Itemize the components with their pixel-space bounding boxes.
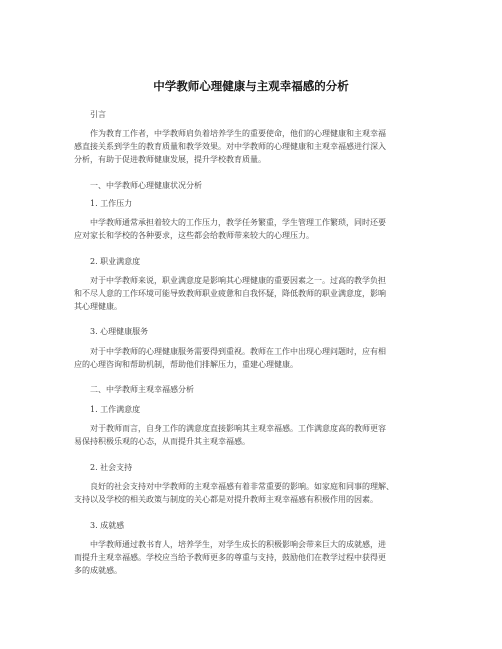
subsection-heading: 1. 工作满意度 [90, 405, 141, 414]
paragraph-line: 支持以及学校的相关政策与制度的关心都是对提升教师主观幸福感有积极作用的因素。 [74, 495, 378, 504]
intro-paragraph-line: 感直接关系到学生的教育质量和教学效果。对中学教师的心理健康和主观幸福感进行深入 [74, 142, 386, 151]
subsection-heading: 2. 职业满意度 [90, 257, 141, 266]
section-heading-2: 二、中学教师主观幸福感分析 [90, 385, 194, 394]
paragraph-line: 良好的社会支持对中学教师的主观幸福感有着非常重要的影响。如家庭和同事的理解、 [90, 482, 394, 491]
subsection-heading: 3. 成就感 [90, 521, 125, 530]
subsection-heading: 3. 心理健康服务 [90, 327, 149, 336]
paragraph-line: 和不尽人意的工作环境可能导致教师职业疲惫和自我怀疑，降低教师的职业满意度，影响 [74, 289, 386, 298]
paragraph-line: 对于中学教师来说，职业满意度是影响其心理健康的重要因素之一。过高的教学负担 [90, 276, 386, 285]
paragraph-line: 易保持积极乐观的心态，从而提升其主观幸福感。 [74, 437, 250, 446]
subsection-heading: 2. 社会支持 [90, 463, 133, 472]
paragraph-line: 中学教师通常承担着较大的工作压力，教学任务繁重，学生管理工作繁琐，同时还要 [90, 218, 386, 227]
paragraph-line: 对于教师而言，自身工作的满意度直接影响其主观幸福感。工作满意度高的教师更容 [90, 424, 386, 433]
document-title: 中学教师心理健康与主观幸福感的分析 [153, 79, 349, 93]
paragraph-line: 多的成就感。 [74, 566, 122, 575]
subsection-heading: 1. 工作压力 [90, 199, 133, 208]
paragraph-line: 中学教师通过教书育人，培养学生，对学生成长的积极影响会带来巨大的成就感，进 [90, 540, 386, 549]
intro-paragraph-line: 分析，有助于促进教师健康发展，提升学校教育质量。 [74, 155, 266, 164]
paragraph-line: 其心理健康。 [74, 302, 122, 311]
paragraph-line: 对于中学教师的心理健康服务需要得到重视。教师在工作中出现心理问题时，应有相 [90, 347, 386, 356]
intro-paragraph-line: 作为教育工作者，中学教师肩负着培养学生的重要使命，他们的心理健康和主观幸福 [90, 129, 386, 138]
intro-heading: 引言 [90, 110, 106, 119]
paragraph-line: 应的心理咨询和帮助机制，帮助他们排解压力，重建心理健康。 [74, 360, 298, 369]
section-heading-1: 一、中学教师心理健康状况分析 [90, 181, 202, 190]
paragraph-line: 而提升主观幸福感。学校应当给予教师更多的尊重与支持，鼓励他们在教学过程中获得更 [74, 553, 386, 562]
paragraph-line: 应对家长和学校的各种要求，这些都会给教师带来较大的心理压力。 [74, 231, 314, 240]
